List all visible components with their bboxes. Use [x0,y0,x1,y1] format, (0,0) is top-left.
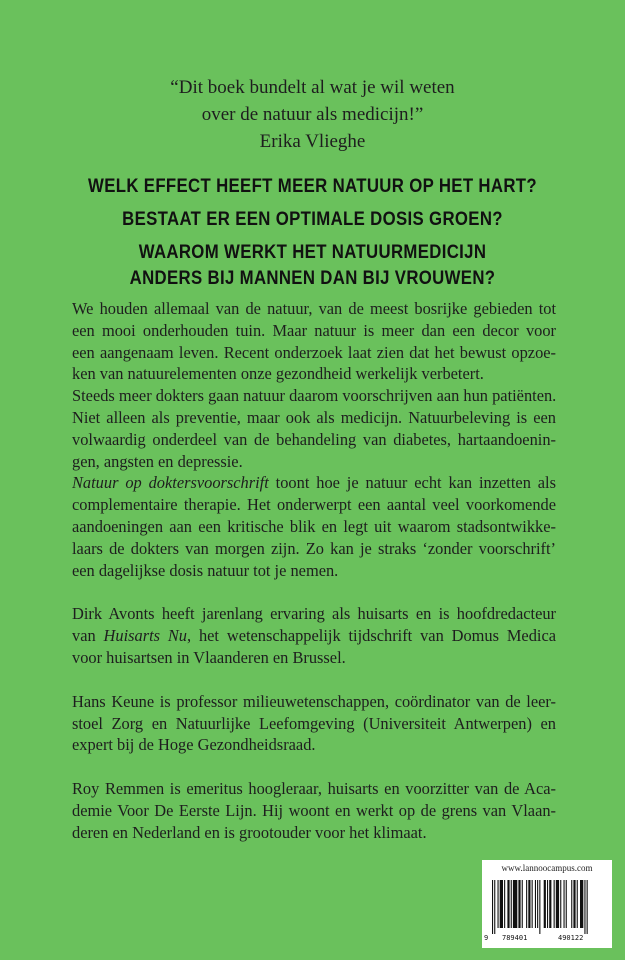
barcode-panel [482,860,612,948]
author-bio-remmen [72,778,556,843]
text-line: Hans Keune is professor milieuwetenschappen, coördinator van de leer- [72,691,556,711]
barcode-bar [528,880,530,928]
question-line: WELK EFFECT HEEFT MEER NATUUR OP HET HART? [88,175,537,197]
barcode-bar [554,880,555,928]
barcode-bar [544,880,546,928]
barcode-bar [507,880,509,928]
text-line: voor huisartsen in Vlaanderen en Brussel. [72,647,346,667]
text-line: stoel Zorg en Natuurlijke Leefomgeving (Universiteit Antwerpen) en [72,713,556,733]
text-line [72,625,556,647]
isbn-digit-group: 490122 [558,934,584,942]
barcode-bar [500,880,503,928]
text-line: complementaire therapie. Het onderwerpt een aantal veel voorkomende [72,495,556,515]
barcode-bar [492,880,493,934]
text-line: Roy Remmen is emeritus hoogleraar, huisarts en voorzitter van de Aca- [72,779,556,799]
barcode-bar [549,880,551,928]
text-span: van [72,626,104,646]
text-line: een dagelijkse dosis natuur tot je nemen. [72,560,339,580]
barcode-bar [518,880,520,928]
text-line: aandoeningen aan een kritische blik en legt uit waarom stadsontwikke- [72,516,556,536]
quote-line: “Dit boek bundelt al wat je wil weten [170,77,455,98]
barcode-bar [587,880,588,934]
barcode-bar [556,880,559,928]
barcode-bar [526,880,527,928]
description-text [72,298,556,866]
book-title: Natuur op doktersvoorschrift [72,473,269,493]
barcode-bar [560,880,561,928]
barcode-bar [537,880,538,928]
barcode-bar [580,880,583,928]
text-span: , het wetenschappelijk tijdschrift van Domus Medica [187,626,556,646]
quote-line: over de natuur als medicijn!” [201,104,424,125]
barcode-bar [564,880,565,928]
isbn-barcode [488,880,606,934]
text-line: Steeds meer dokters gaan natuur daarom voorschrijven aan hun patiënten. [72,386,556,406]
text-line: Niet alleen als preventie, maar ook als medicijn. Natuurbeleving is een [72,407,556,427]
question-2 [44,206,582,232]
barcode-bar [571,880,572,928]
isbn-digit-prefix: 9 [484,934,489,942]
text-line: ken van natuurelementen onze gezondheid werkelijk verbetert. [72,364,484,384]
barcode-bar [498,880,499,928]
journal-title: Huisarts Nu [103,626,187,646]
barcode-bar [539,880,540,934]
barcode-bar [547,880,548,928]
description-paragraphs [72,298,556,581]
barcode-bar [522,880,523,928]
author-bio-keune [72,691,556,756]
question-3 [44,239,582,291]
isbn-digit-group: 789401 [502,934,528,942]
barcode-bar [573,880,575,928]
text-line: laars de dokters van morgen zijn. Zo kan je straks ‘zonder voorschrift’ [72,538,556,558]
question-line: ANDERS BIJ MANNEN DAN BIJ VROUWEN? [129,267,496,289]
text-line: expert bij de Hoge Gezondheidsraad. [72,735,316,755]
publisher-url: www.lannoocampus.com [501,863,593,873]
barcode-bar [504,880,505,928]
text-line: demie Voor De Eerste Lijn. Hij woont en werkt op de grens van Vlaan- [72,800,556,820]
text-line [72,472,556,494]
text-line: We houden allemaal van de natuur, van de meest bosrijke gebieden tot [72,299,556,318]
barcode-bar [511,880,512,928]
text-line: deren en Nederland en is grootouder voor het klimaat. [72,822,427,842]
question-line: WAAROM WERKT HET NATUURMEDICIJN [138,241,487,263]
text-line: Dirk Avonts heeft jarenlang ervaring als huisarts en is hoofdredacteur [72,604,556,624]
text-line: een mooi onderhouden tuin. Maar natuur is meer dan een decor voor [72,320,556,340]
barcode-bar [584,880,585,934]
barcode-bar [535,880,536,928]
quote-author: Erika Vlieghe [259,131,366,152]
text-line: een aangenaam leven. Recent onderzoek laat zien dat het bewust opzoe- [72,342,556,362]
barcode-bar [532,880,533,928]
barcode-bar [577,880,578,928]
key-questions [44,173,582,298]
blurb-quote [0,74,625,155]
barcode-bar [513,880,517,928]
barcode-bar [566,880,567,928]
text-line: volwaardig onderdeel van de behandeling van diabetes, hartaandoenin- [72,429,556,449]
author-bio-avonts [72,603,556,668]
text-line: gen, angsten en depressie. [72,451,243,471]
question-line: BESTAAT ER EEN OPTIMALE DOSIS GROEN? [122,208,503,230]
barcode-bar [494,880,495,934]
question-1 [44,173,582,199]
text-span: toont hoe je natuur echt kan inzetten als [268,473,556,493]
